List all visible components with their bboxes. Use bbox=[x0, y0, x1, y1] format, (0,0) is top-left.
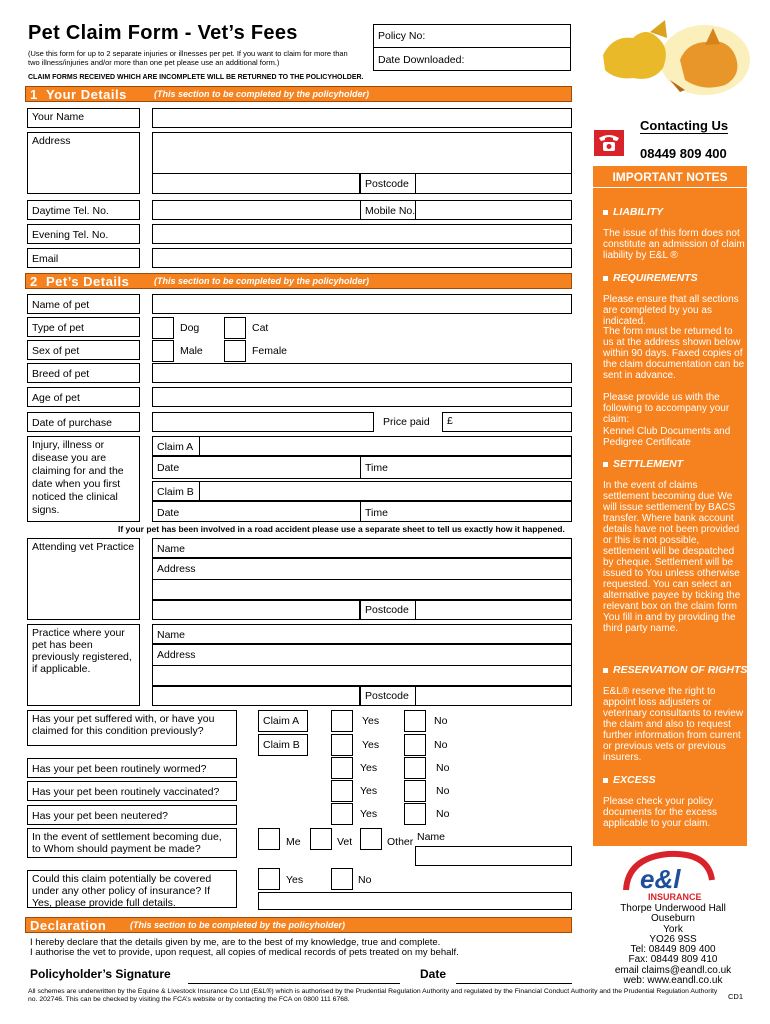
cat-checkbox[interactable] bbox=[224, 317, 246, 339]
claim-b-input[interactable] bbox=[199, 481, 572, 501]
claim-b-date-input[interactable] bbox=[152, 501, 361, 522]
company-tel: Tel: 08449 809 400 bbox=[630, 944, 716, 956]
breed-input[interactable] bbox=[152, 363, 572, 383]
suffered-b-yes-label: Yes bbox=[362, 739, 380, 751]
other-policy-yes-label: Yes bbox=[286, 874, 304, 886]
important-notes-title: IMPORTANT NOTES bbox=[593, 170, 747, 188]
mobile-label: Mobile No. bbox=[360, 200, 416, 220]
address-label: Address bbox=[27, 132, 140, 194]
requirements-text-2: The form must be returned to us at the address shown below within 90 days. Faxed copies of the claim documentation can be sent in advance. bbox=[603, 326, 745, 381]
vet-postcode-label: Postcode bbox=[360, 600, 416, 620]
address-line: YO26 9SS bbox=[649, 933, 697, 945]
age-label: Age of pet bbox=[27, 387, 140, 407]
injury-label: Injury, illness or disease you are claiming for and the date when you first noticed the clinical signs. bbox=[27, 436, 140, 522]
your-name-input[interactable] bbox=[152, 108, 572, 128]
payee-other-name-label: Name bbox=[417, 831, 446, 843]
suffered-b-no-checkbox[interactable] bbox=[404, 734, 426, 756]
contacting-us-title: Contacting Us bbox=[640, 118, 729, 133]
payee-me-checkbox[interactable] bbox=[258, 828, 280, 850]
daytime-tel-label: Daytime Tel. No. bbox=[27, 200, 140, 220]
section-1-title: 1 Your Details bbox=[30, 87, 127, 102]
address-input[interactable] bbox=[152, 132, 572, 174]
claim-a-date-input[interactable] bbox=[152, 456, 361, 479]
requirements-text-4: Kennel Club Documents and Pedigree Certificate bbox=[603, 426, 731, 448]
other-policy-details-input[interactable] bbox=[258, 892, 572, 910]
other-policy-no-checkbox[interactable] bbox=[331, 868, 353, 890]
excess-text: Please check your policy documents for the excess applicable to your claim. bbox=[603, 796, 717, 829]
payee-vet-label: Vet bbox=[337, 836, 353, 848]
vaccinated-yes-checkbox[interactable] bbox=[331, 780, 353, 802]
policy-number-label: Policy No: bbox=[378, 30, 426, 42]
vaccinated-yes-label: Yes bbox=[360, 785, 378, 797]
purchase-date-input[interactable] bbox=[152, 412, 374, 432]
date-downloaded-field[interactable] bbox=[373, 47, 571, 71]
address-line: Thorpe Underwood Hall bbox=[620, 903, 726, 914]
female-label: Female bbox=[252, 345, 288, 357]
suffered-b-no-label: No bbox=[434, 739, 448, 751]
rights-text: E&L® reserve the right to appoint loss adjusters or veterinary consultants to review the claim and also to request further information from current or previous vets or previous insurers. bbox=[603, 686, 744, 763]
requirements-text-3: Please provide us with the following to accompany your claim: bbox=[603, 392, 730, 425]
date-signed-field[interactable] bbox=[456, 964, 572, 984]
wormed-yes-checkbox[interactable] bbox=[331, 757, 353, 779]
logo-text: e&l bbox=[640, 864, 681, 894]
male-checkbox[interactable] bbox=[152, 340, 174, 362]
date-downloaded-label: Date Downloaded: bbox=[378, 54, 465, 66]
breed-label: Breed of pet bbox=[27, 363, 140, 383]
vet-name-label: Name bbox=[157, 543, 186, 555]
important-notes-panel bbox=[593, 166, 747, 846]
price-paid-label: Price paid bbox=[383, 416, 430, 428]
vaccinated-no-label: No bbox=[436, 785, 450, 797]
requirements-text-1: Please ensure that all sections are completed by you as indicated. bbox=[603, 294, 739, 327]
declaration-title: Declaration bbox=[30, 918, 107, 933]
contact-phone: 08449 809 400 bbox=[640, 146, 727, 161]
form-instructions: (Use this form for up to 2 separate injuries or illnesses per pet. If you want to claim for more than two illness/injuries and/or more than one pet please use an additional form.) bbox=[28, 49, 348, 67]
payee-other-label: Other bbox=[387, 836, 414, 848]
section-2-header bbox=[25, 273, 572, 289]
prev-vet-address-label: Address bbox=[157, 649, 196, 661]
price-paid-input[interactable] bbox=[442, 412, 572, 432]
form-code: CD1 bbox=[728, 992, 744, 1001]
prev-vet-address-line-2-input[interactable] bbox=[152, 665, 572, 686]
postcode-input[interactable] bbox=[415, 173, 572, 194]
signature-label: Policyholder’s Signature bbox=[30, 967, 171, 981]
attending-vet-label: Attending vet Practice bbox=[27, 538, 140, 620]
email-input[interactable] bbox=[152, 248, 572, 268]
pet-illustration bbox=[585, 20, 750, 95]
cat-label: Cat bbox=[252, 322, 269, 334]
section-2-title: 2 Pet’s Details bbox=[30, 274, 130, 289]
road-accident-note: If your pet has been involved in a road accident please use a separate sheet to tell us exactly how it happened. bbox=[118, 524, 565, 534]
suffered-b-yes-checkbox[interactable] bbox=[331, 734, 353, 756]
other-policy-no-label: No bbox=[358, 874, 372, 886]
pet-name-label: Name of pet bbox=[27, 294, 140, 314]
signature-field[interactable] bbox=[188, 964, 400, 984]
logo-subtext: INSURANCE bbox=[648, 892, 702, 902]
footer-text: All schemes are underwritten by the Equine & Livestock Insurance Co Ltd (E&L®) which is authorised by the Prudential Regulation Authority and regulated by the Financial Conduct Authority and the Prudential Regulation Authority no. 202746. This can be checked by visiting the FCA’s website or by contacting the FCA on 0800 111 6768. bbox=[28, 988, 718, 1003]
neutered-yes-checkbox[interactable] bbox=[331, 803, 353, 825]
company-web[interactable]: web: www.eandl.co.uk bbox=[623, 975, 723, 987]
email-label: Email bbox=[27, 248, 140, 268]
claim-b-time-input[interactable] bbox=[360, 501, 572, 522]
vet-postcode-input[interactable] bbox=[415, 600, 572, 620]
payee-other-name-input[interactable] bbox=[415, 846, 572, 866]
telephone-icon bbox=[594, 130, 624, 156]
address-line-2-input[interactable] bbox=[152, 173, 360, 194]
vaccinated-no-checkbox[interactable] bbox=[404, 780, 426, 802]
neutered-question: Has your pet been neutered? bbox=[27, 805, 237, 825]
date-signed-label: Date bbox=[420, 967, 447, 981]
vaccinated-question: Has your pet been routinely vaccinated? bbox=[27, 781, 237, 801]
female-checkbox[interactable] bbox=[224, 340, 246, 362]
declaration-line-1: I hereby declare that the details given by me, are to the best of my knowledge, true and complete. bbox=[30, 937, 441, 948]
incomplete-warning: CLAIM FORMS RECEIVED WHICH ARE INCOMPLETE WILL BE RETURNED TO THE POLICYHOLDER. bbox=[28, 74, 364, 81]
claim-b-time-label: Time bbox=[365, 507, 388, 519]
address-line: York bbox=[663, 923, 683, 935]
wormed-question: Has your pet been routinely wormed? bbox=[27, 758, 237, 778]
settlement-heading: SETTLEMENT bbox=[593, 458, 747, 470]
policy-number-field[interactable] bbox=[373, 24, 571, 48]
evening-tel-label: Evening Tel. No. bbox=[27, 224, 140, 244]
vet-address-line-3-input[interactable] bbox=[152, 600, 360, 620]
suffered-a-no-checkbox[interactable] bbox=[404, 710, 426, 732]
page-title: Pet Claim Form - Vet’s Fees bbox=[28, 22, 298, 44]
vet-name-input[interactable] bbox=[152, 538, 572, 558]
payee-other-checkbox[interactable] bbox=[360, 828, 382, 850]
company-email[interactable]: email claims@eandl.co.uk bbox=[614, 964, 732, 976]
section-2-note: (This section to be completed by the policyholder) bbox=[154, 276, 370, 286]
section-1-note: (This section to be completed by the policyholder) bbox=[154, 89, 370, 99]
daytime-tel-input[interactable] bbox=[152, 200, 361, 220]
suffered-claim-b-label: Claim B bbox=[258, 734, 308, 756]
neutered-no-checkbox[interactable] bbox=[404, 803, 426, 825]
claim-a-date-label: Date bbox=[157, 462, 180, 474]
neutered-no-label: No bbox=[436, 808, 450, 820]
suffered-a-no-label: No bbox=[434, 715, 448, 727]
declaration-header bbox=[25, 917, 572, 933]
declaration-line-2: I authorise the vet to provide, upon request, all copies of medical records of pets treated on my behalf. bbox=[30, 947, 459, 958]
company-address bbox=[598, 904, 748, 986]
liability-heading: LIABILITY bbox=[593, 206, 747, 218]
neutered-yes-label: Yes bbox=[360, 808, 378, 820]
wormed-no-label: No bbox=[436, 762, 450, 774]
previous-practice-label: Practice where your pet has been previously registered, if applicable. bbox=[27, 624, 140, 706]
suffered-a-yes-label: Yes bbox=[362, 715, 380, 727]
your-name-label: Your Name bbox=[27, 108, 140, 128]
claim-a-label: Claim A bbox=[152, 436, 200, 456]
pet-sex-label: Sex of pet bbox=[27, 340, 140, 360]
evening-tel-input[interactable] bbox=[152, 224, 572, 244]
currency-symbol: £ bbox=[447, 415, 453, 427]
payee-vet-checkbox[interactable] bbox=[310, 828, 332, 850]
male-label: Male bbox=[180, 345, 203, 357]
liability-text: The issue of this form does not constitute an admission of claim liability by E&L ® bbox=[603, 228, 745, 261]
payee-me-label: Me bbox=[286, 836, 301, 848]
prev-vet-postcode-label: Postcode bbox=[360, 686, 416, 706]
postcode-label: Postcode bbox=[360, 173, 416, 194]
pet-name-input[interactable] bbox=[152, 294, 572, 314]
claim-b-date-label: Date bbox=[157, 507, 180, 519]
prev-vet-name-input[interactable] bbox=[152, 624, 572, 644]
settlement-text: In the event of claims settlement becoming due We will issue settlement by BACS transfer. Where bank account details have not been provided or this is not possible, settlement will be despatched by cheque. Settlement will be issued to You unless otherwise requested. You can select an alternative payee by ticking the relevant box on the claim form You fill in and by providing the third party name. bbox=[603, 480, 741, 634]
claim-a-time-label: Time bbox=[365, 462, 388, 474]
claim-b-label: Claim B bbox=[152, 481, 200, 501]
prev-vet-address-line-3-input[interactable] bbox=[152, 686, 360, 706]
pet-type-label: Type of pet bbox=[27, 317, 140, 337]
suffered-claim-a-label: Claim A bbox=[258, 710, 308, 732]
other-policy-yes-checkbox[interactable] bbox=[258, 868, 280, 890]
section-1-header bbox=[25, 86, 572, 102]
other-policy-question: Could this claim potentially be covered under any other policy of insurance? If Yes, please provide full details. bbox=[27, 870, 237, 908]
purchase-date-label: Date of purchase bbox=[27, 412, 140, 432]
payment-question: In the event of settlement becoming due, to Whom should payment be made? bbox=[27, 828, 237, 858]
wormed-no-checkbox[interactable] bbox=[404, 757, 426, 779]
claim-a-input[interactable] bbox=[199, 436, 572, 456]
dog-label: Dog bbox=[180, 322, 200, 334]
suffered-a-yes-checkbox[interactable] bbox=[331, 710, 353, 732]
rights-heading: RESERVATION OF RIGHTS bbox=[593, 664, 747, 676]
mobile-input[interactable] bbox=[415, 200, 572, 220]
vet-address-line-2-input[interactable] bbox=[152, 579, 572, 600]
suffered-question: Has your pet suffered with, or have you claimed for this condition previously? bbox=[27, 710, 237, 746]
dog-checkbox[interactable] bbox=[152, 317, 174, 339]
company-fax: Fax: 08449 809 410 bbox=[628, 954, 718, 966]
wormed-yes-label: Yes bbox=[360, 762, 378, 774]
address-line: Ouseburn bbox=[651, 913, 695, 925]
prev-vet-postcode-input[interactable] bbox=[415, 686, 572, 706]
claim-a-time-input[interactable] bbox=[360, 456, 572, 479]
prev-vet-name-label: Name bbox=[157, 629, 186, 641]
excess-heading: EXCESS bbox=[593, 774, 747, 786]
requirements-heading: REQUIREMENTS bbox=[593, 272, 747, 284]
age-input[interactable] bbox=[152, 387, 572, 407]
vet-address-label: Address bbox=[157, 563, 196, 575]
company-logo bbox=[618, 850, 718, 902]
declaration-note: (This section to be completed by the policyholder) bbox=[130, 920, 346, 930]
